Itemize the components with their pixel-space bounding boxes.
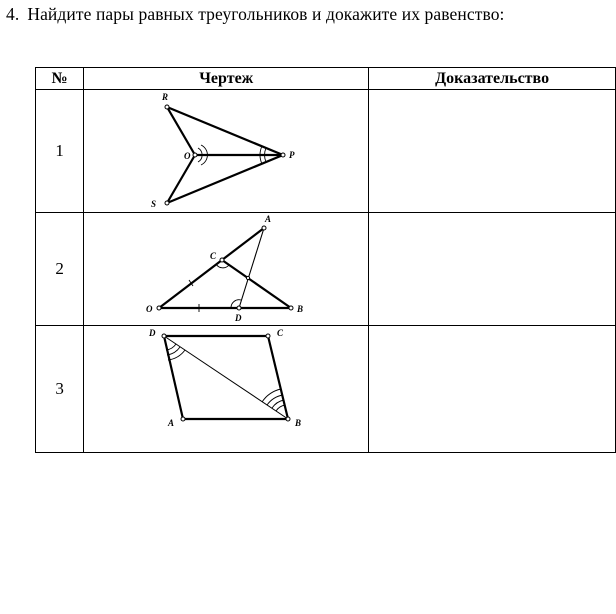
- figure-2-segment-oa: [159, 228, 264, 308]
- point-label: D: [235, 313, 242, 323]
- figure-3-angle-b-2: [272, 400, 284, 408]
- drawing-cell: [84, 90, 369, 213]
- task-table: [35, 67, 616, 453]
- figure-3-diagonal-db: [164, 336, 288, 419]
- task-number: 4.: [6, 4, 20, 24]
- proof-cell[interactable]: [369, 213, 616, 326]
- figure-2-point-intersection: [247, 276, 250, 279]
- figure-1: [84, 90, 368, 212]
- point-label: C: [277, 328, 284, 338]
- figure-3-angle-d-3: [168, 350, 185, 360]
- proof-cell[interactable]: [369, 326, 616, 453]
- figure-2-segment-cb: [222, 260, 291, 308]
- figure-3-point-d: [162, 334, 166, 338]
- figure-2-point-b: [289, 306, 293, 310]
- point-label: C: [210, 251, 217, 261]
- figure-2-segment-ad: [239, 228, 264, 308]
- figure-3-point-a: [181, 417, 185, 421]
- point-label: S: [151, 199, 157, 209]
- point-label: A: [265, 214, 272, 224]
- figure-3-point-c: [266, 334, 270, 338]
- figure-2-point-d: [237, 306, 241, 310]
- drawing-cell: [84, 213, 369, 326]
- row-number: 3: [36, 326, 84, 453]
- header-proof: Доказательство: [369, 68, 616, 90]
- figure-3-point-b: [286, 417, 290, 421]
- table-row: [36, 213, 616, 326]
- proof-cell[interactable]: [369, 90, 616, 213]
- table-row: [36, 90, 616, 213]
- table-row: [36, 326, 616, 453]
- header-drawing: Чертеж: [84, 68, 369, 90]
- point-label: O: [184, 151, 191, 161]
- point-label: B: [295, 418, 302, 428]
- figure-1-point-s: [165, 201, 169, 205]
- figure-3: [84, 326, 368, 452]
- figure-1-point-o: [193, 153, 197, 157]
- point-label: D: [149, 328, 156, 338]
- drawing-cell: [84, 326, 369, 453]
- task-text: Найдите пары равных треугольников и докажите их равенство:: [27, 4, 505, 24]
- task-statement: [6, 4, 505, 25]
- header-row: [36, 68, 616, 90]
- header-number: №: [36, 68, 84, 90]
- figure-1-segment-rp: [167, 107, 283, 155]
- figure-2-point-a: [262, 226, 266, 230]
- row-number: 1: [36, 90, 84, 213]
- point-label: P: [289, 150, 295, 160]
- point-label: A: [168, 418, 175, 428]
- figure-3-angle-b-1: [276, 405, 285, 411]
- figure-3-angle-b-3: [267, 395, 283, 405]
- figure-1-point-r: [165, 105, 169, 109]
- figure-1-point-p: [281, 153, 285, 157]
- figure-2: [84, 213, 368, 325]
- point-label: B: [297, 304, 304, 314]
- figure-2-point-c: [220, 258, 224, 262]
- point-label: R: [162, 92, 169, 102]
- point-label: O: [146, 304, 153, 314]
- figure-2-point-o: [157, 306, 161, 310]
- row-number: 2: [36, 213, 84, 326]
